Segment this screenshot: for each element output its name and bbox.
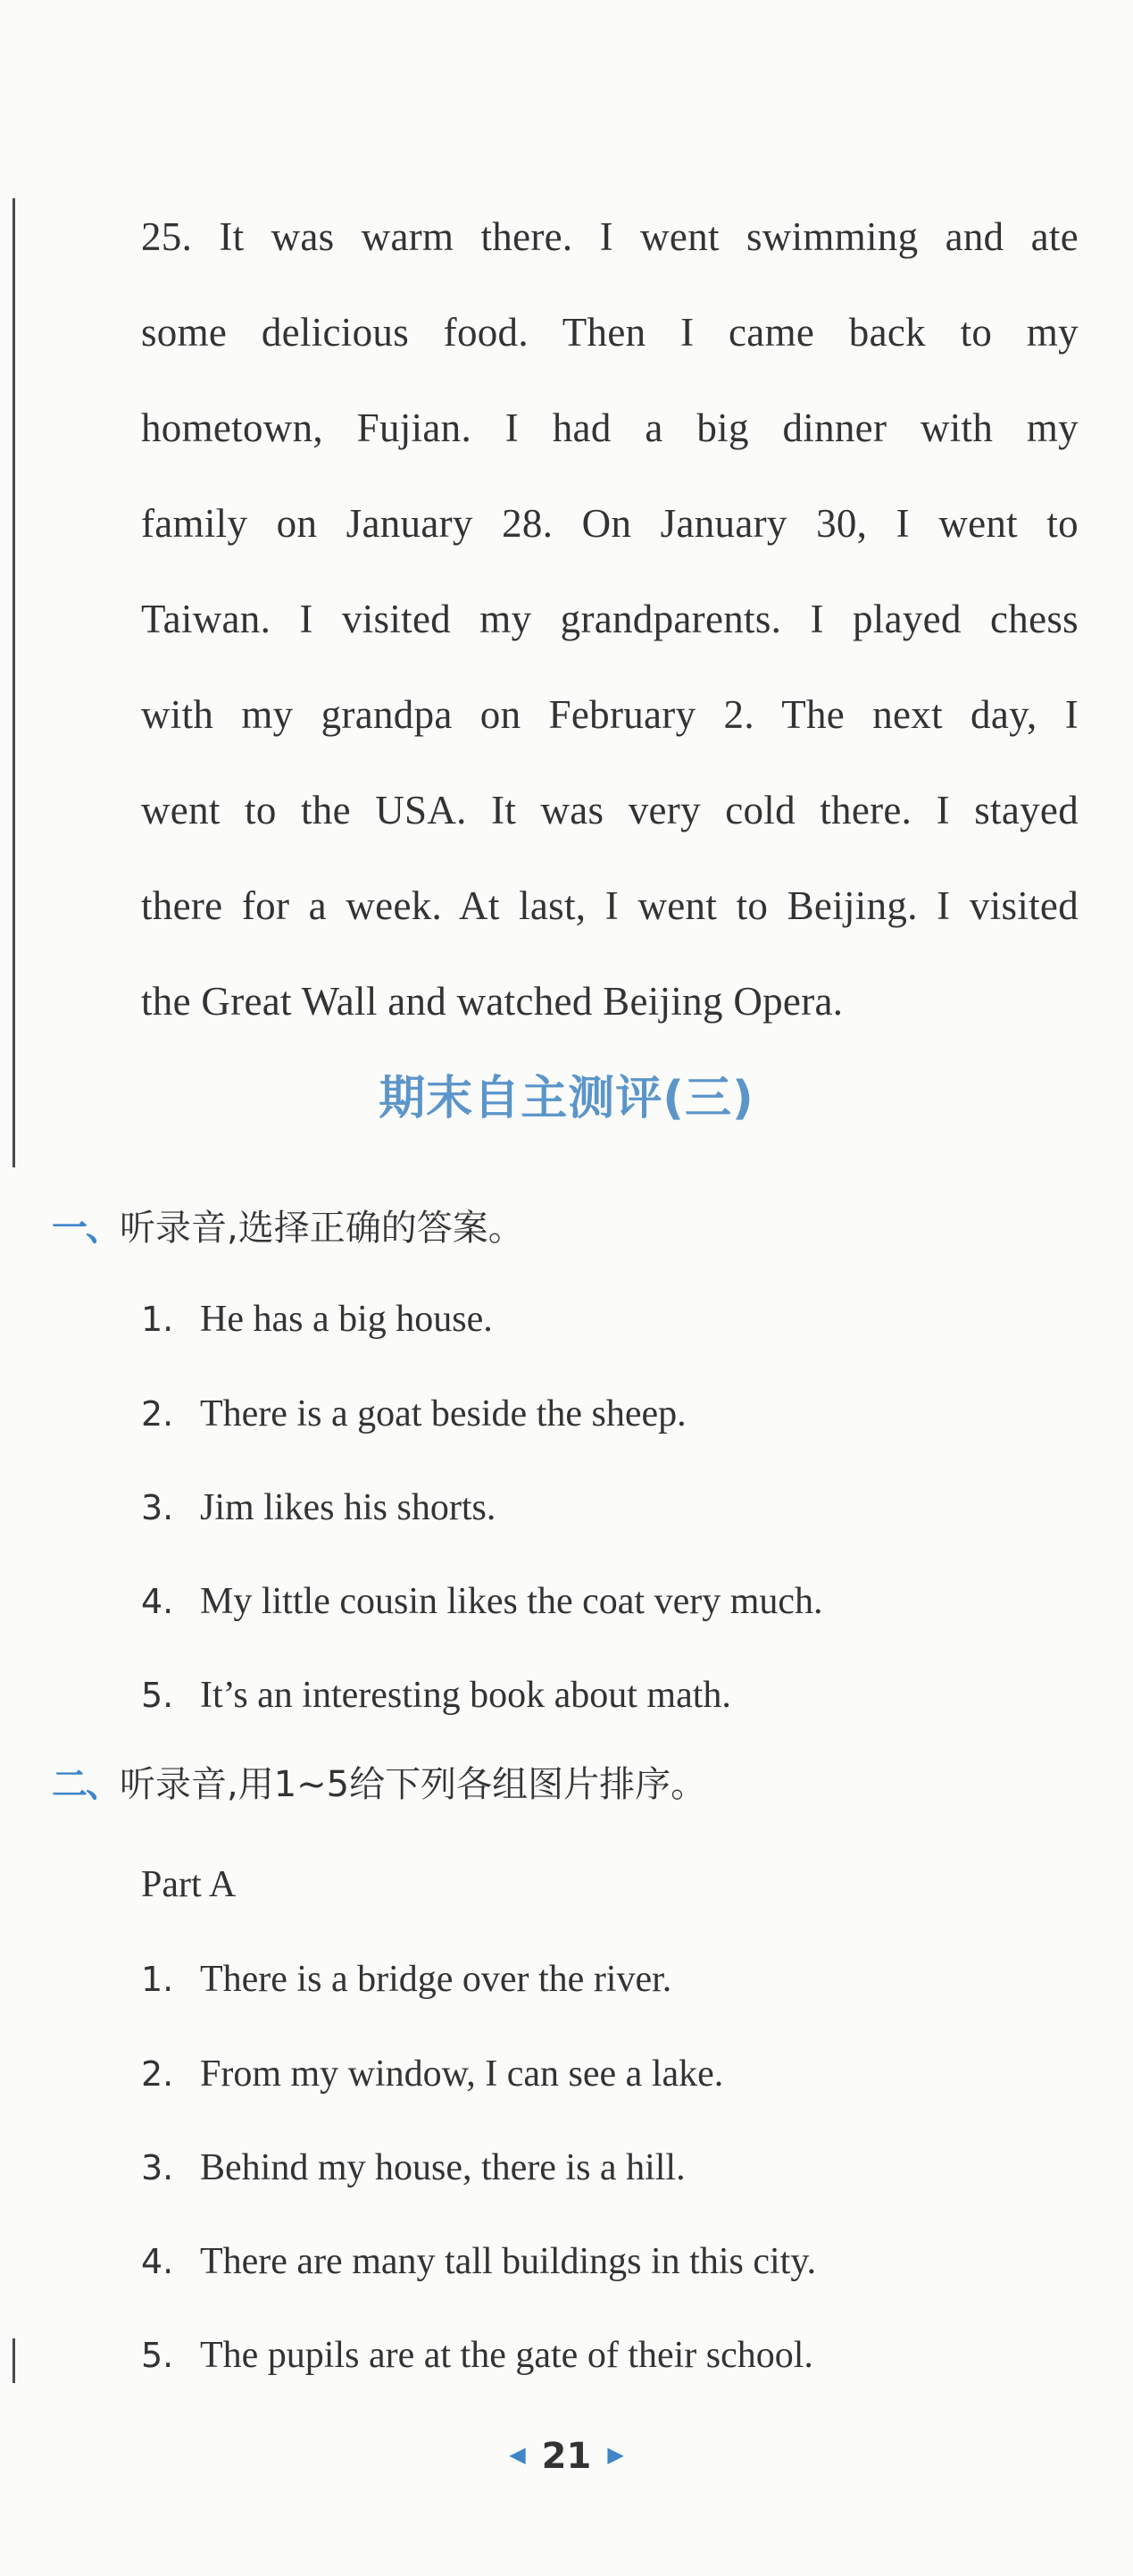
part-label: Part A — [141, 1864, 237, 1905]
item-number: 2. — [141, 2054, 174, 2094]
item-text: There is a goat beside the sheep. — [200, 1393, 687, 1434]
question-2-header — [52, 1758, 706, 1811]
page-navigation — [0, 2430, 1133, 2485]
item-text: There are many tall buildings in this city. — [200, 2241, 817, 2282]
list-item — [141, 1481, 496, 1535]
passage-line: family on January 28. On January 30, I went to — [141, 501, 1079, 546]
passage-line: some delicious food. Then I came back to my — [141, 310, 1079, 355]
passage-line: Taiwan. I visited my grandparents. I played chess — [141, 597, 1079, 641]
item-text: Behind my house, there is a hill. — [200, 2147, 686, 2188]
section-title: 期末自主测评(三) — [379, 1072, 754, 1125]
passage-line: with my grandpa on February 2. The next day, I — [141, 692, 1079, 737]
item-text: The pupils are at the gate of their school. — [200, 2335, 813, 2376]
question-1-instruction: 听录音,选择正确的答案。 — [120, 1208, 524, 1249]
list-item — [141, 2047, 723, 2101]
item-text: There is a bridge over the river. — [200, 1959, 672, 2000]
passage-text — [141, 189, 1079, 1050]
question-1-marker: 一、 — [52, 1208, 120, 1249]
item-number: 4. — [141, 2242, 174, 2281]
triangle-right-icon[interactable]: ▶ — [607, 2442, 624, 2467]
item-text: From my window, I can see a lake. — [200, 2053, 724, 2095]
list-item — [141, 1953, 671, 2006]
item-text: My little cousin likes the coat very much. — [200, 1581, 823, 1622]
list-item — [141, 2329, 813, 2382]
list-item — [141, 1575, 823, 1628]
passage-line: hometown, Fujian. I had a big dinner with my — [141, 406, 1079, 450]
question-1-header — [52, 1201, 524, 1255]
question-2-instruction: 听录音,用1~5给下列各组图片排序。 — [120, 1764, 707, 1805]
item-number: 2. — [141, 1394, 174, 1434]
question-2-marker: 二、 — [52, 1764, 120, 1805]
triangle-left-icon[interactable]: ◀ — [509, 2442, 526, 2467]
list-item — [141, 2235, 816, 2288]
item-number: 5. — [141, 1676, 174, 1715]
passage-line: there for a week. At last, I went to Beijing. I visited — [141, 883, 1079, 928]
item-text: He has a big house. — [200, 1299, 493, 1340]
item-text: It’s an interesting book about math. — [200, 1675, 731, 1716]
list-item — [141, 2141, 686, 2195]
passage-line: the Great Wall and watched Beijing Opera. — [141, 979, 844, 1024]
margin-rule-bottom — [12, 2338, 15, 2383]
passage-line: 25. It was warm there. I went swimming and ate — [141, 214, 1079, 259]
list-item — [141, 1669, 731, 1722]
margin-rule-top — [12, 198, 15, 1167]
item-number: 5. — [141, 2336, 174, 2375]
list-item — [141, 1387, 687, 1441]
item-number: 4. — [141, 1582, 174, 1621]
passage-line: went to the USA. It was very cold there. I stayed — [141, 788, 1079, 832]
page-number: 21 — [541, 2436, 592, 2477]
item-number: 1. — [141, 1300, 174, 1339]
item-number: 3. — [141, 1488, 174, 1527]
list-item — [141, 1292, 493, 1346]
item-number: 3. — [141, 2148, 174, 2187]
item-text: Jim likes his shorts. — [200, 1487, 496, 1528]
item-number: 1. — [141, 1960, 174, 1999]
